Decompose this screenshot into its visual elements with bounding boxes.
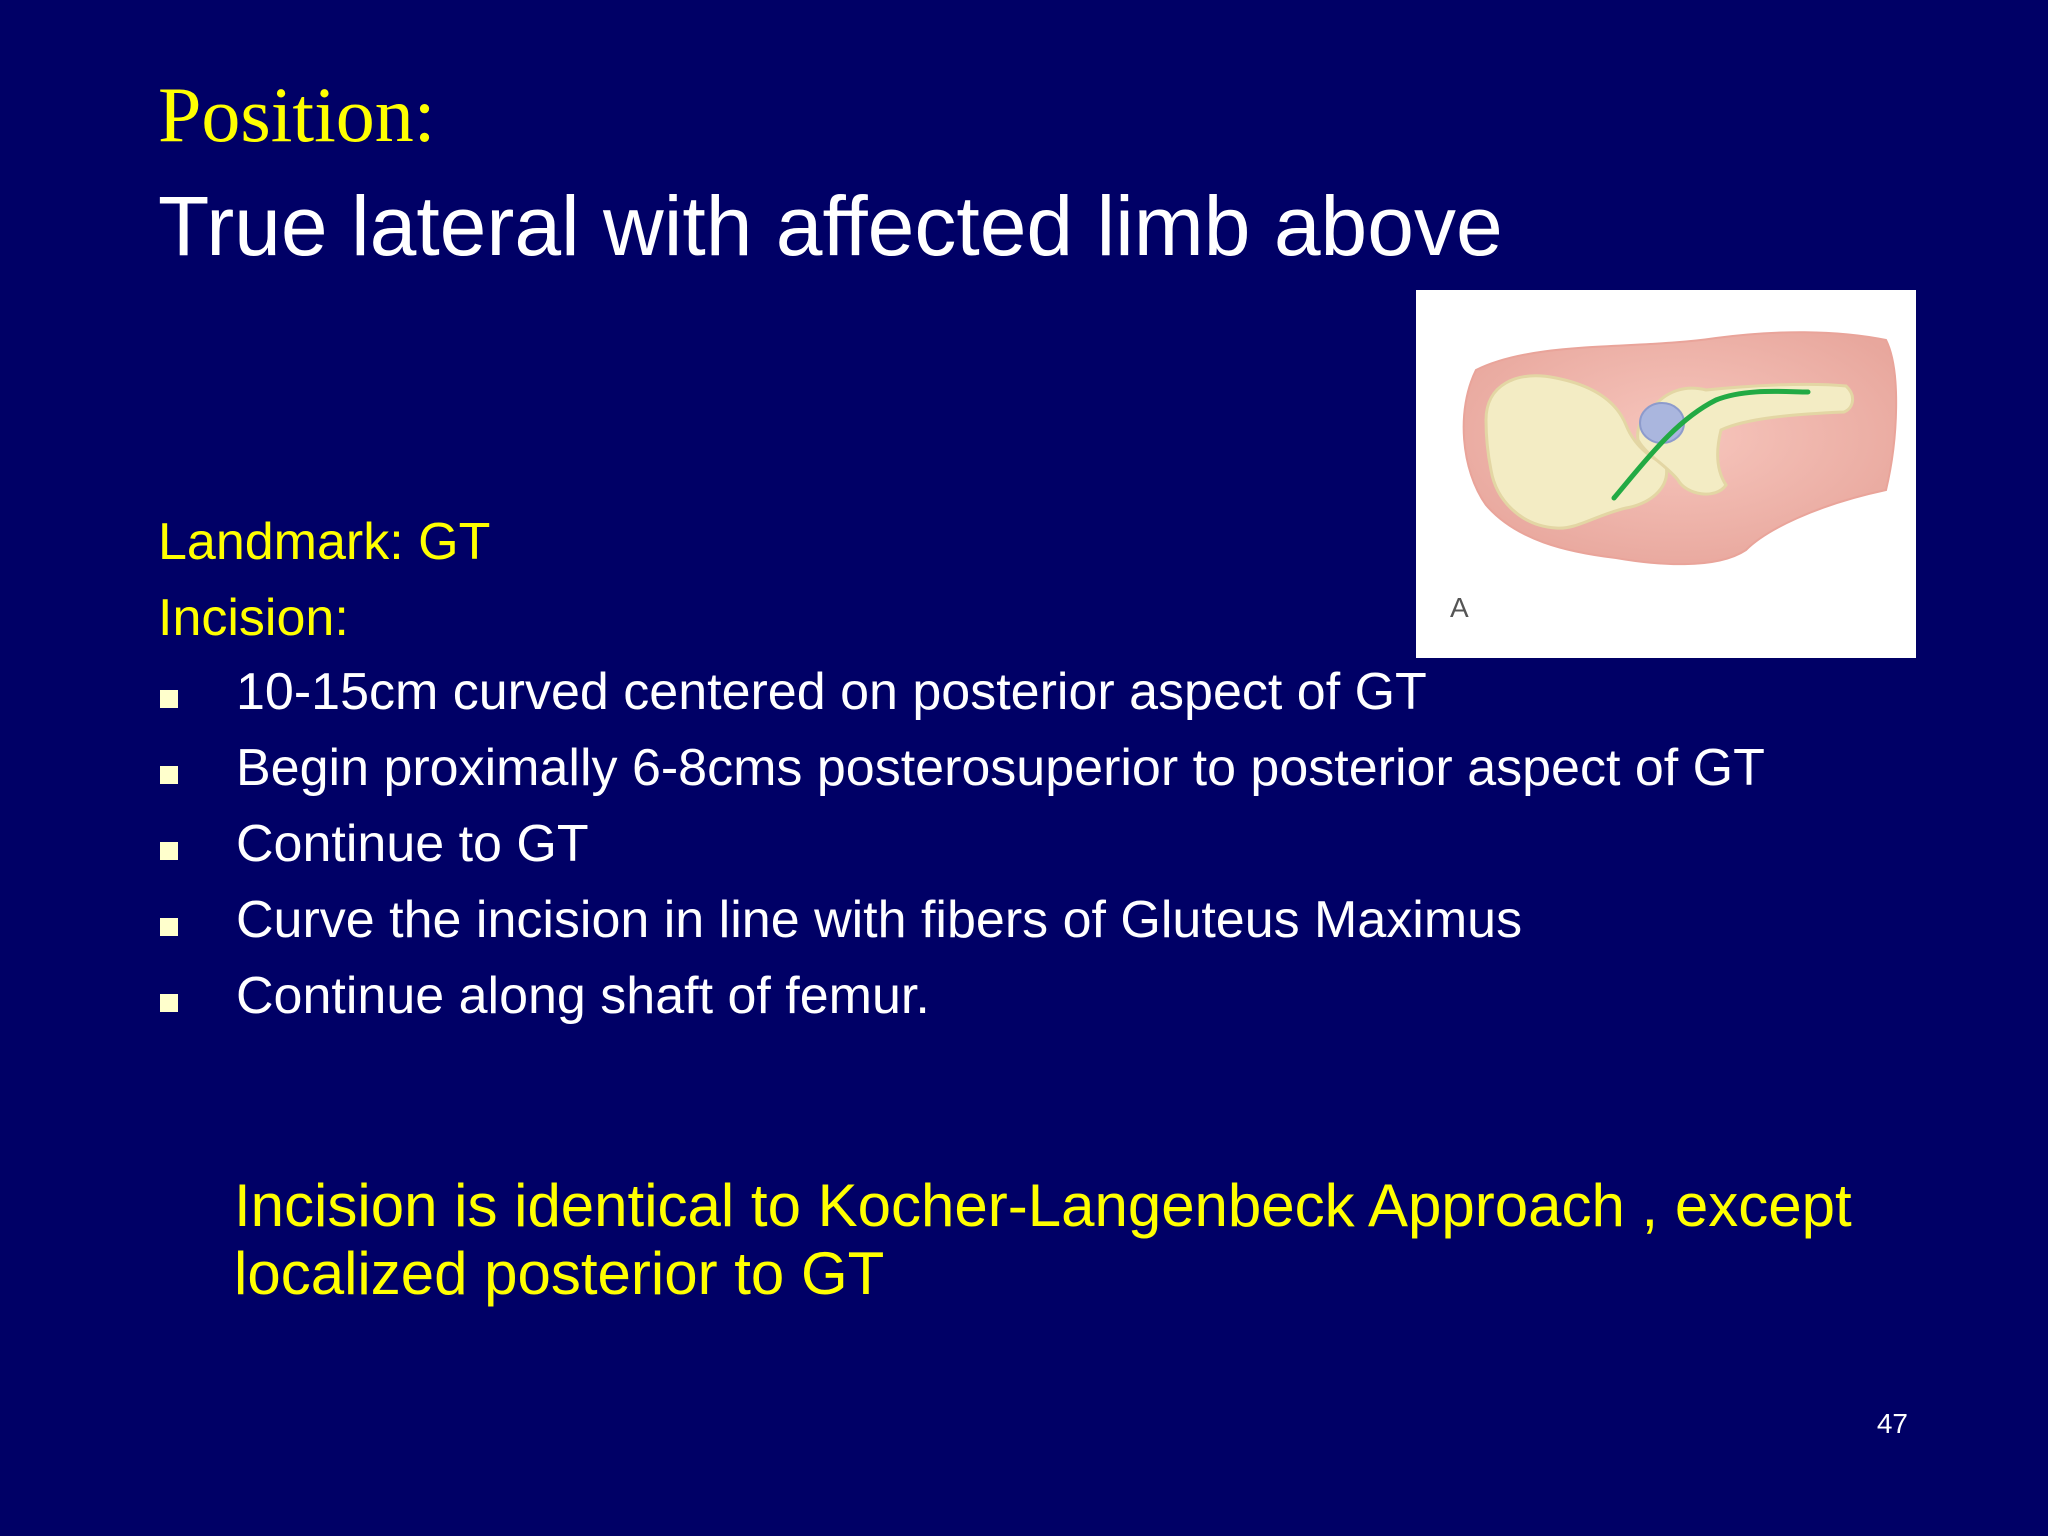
hip-anatomy-drawing: [1416, 290, 1916, 658]
hip-incision-illustration: [1416, 290, 1916, 658]
page-number: 47: [1876, 1408, 1908, 1439]
bullet-square-icon: [160, 766, 178, 784]
list-item-text: Begin proximally 6-8cms posterosuperior to posterior aspect of GT: [236, 739, 1765, 797]
list-item: [158, 966, 1858, 1026]
incision-steps-list: [158, 662, 1858, 1042]
landmark-text: Landmark: GT: [158, 513, 491, 571]
list-item-text: Curve the incision in line with fibers of Gluteus Maximus: [236, 891, 1523, 949]
slide-subtitle: True lateral with affected limb above: [158, 179, 1503, 273]
list-item: [158, 738, 1858, 798]
bullet-square-icon: [160, 918, 178, 936]
slide-title: Position:: [158, 71, 436, 158]
list-item: [158, 662, 1858, 722]
approach-note: Incision is identical to Kocher-Langenbeck Approach , except localized posterior to GT: [234, 1172, 1852, 1307]
list-item: [158, 890, 1858, 950]
list-item: [158, 814, 1858, 874]
bullet-square-icon: [160, 842, 178, 860]
bullet-square-icon: [160, 994, 178, 1012]
femoral-head: [1640, 403, 1684, 443]
list-item-text: Continue along shaft of femur.: [236, 967, 930, 1025]
list-item-text: Continue to GT: [236, 815, 589, 873]
list-item-text: 10-15cm curved centered on posterior aspect of GT: [236, 663, 1427, 721]
figure-label: A: [1450, 592, 1469, 623]
bullet-square-icon: [160, 690, 178, 708]
incision-heading: Incision:: [158, 589, 349, 647]
